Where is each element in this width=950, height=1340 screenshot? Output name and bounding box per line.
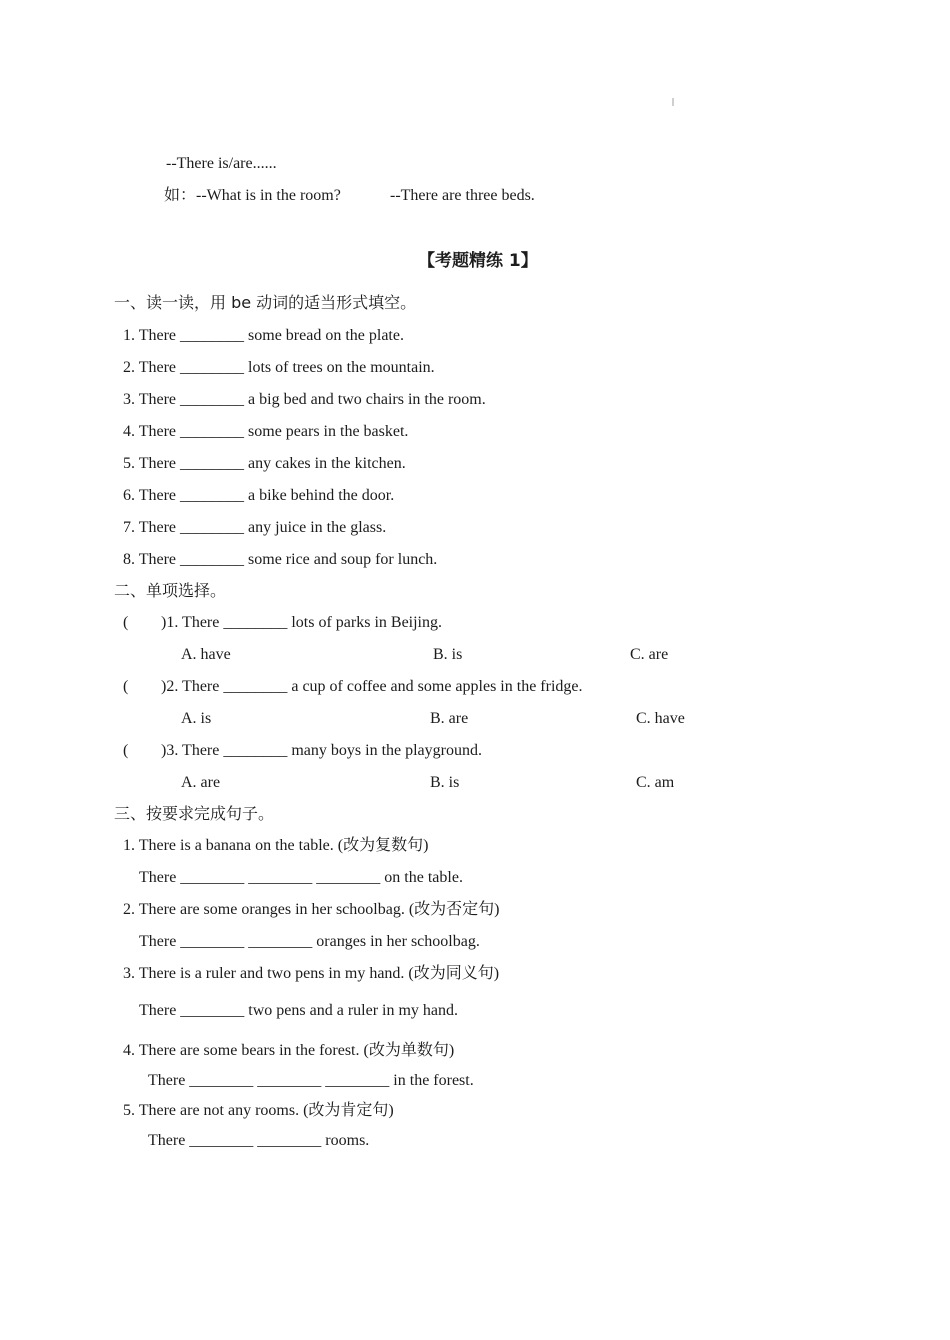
part1-item: 2. There ________ lots of trees on the mountain. bbox=[123, 359, 435, 376]
part3-question: 4. There are some bears in the forest. (改为单数句) bbox=[123, 1042, 455, 1059]
part3-question: 5. There are not any rooms. (改为肯定句) bbox=[123, 1102, 394, 1119]
part3-answer: There ________ ________ oranges in her schoolbag. bbox=[139, 933, 480, 950]
part3-question: 3. There is a ruler and two pens in my hand. (改为同义句) bbox=[123, 965, 500, 982]
option-c: C. am bbox=[636, 774, 675, 791]
part1-item: 1. There ________ some bread on the plate. bbox=[123, 327, 404, 344]
option-b: B. are bbox=[430, 710, 469, 727]
part1-item: 8. There ________ some rice and soup for lunch. bbox=[123, 551, 438, 568]
option-a: A. is bbox=[181, 710, 212, 727]
question-stem: )3. There ________ many boys in the playground. bbox=[161, 742, 482, 759]
option-b: B. is bbox=[430, 774, 460, 791]
part3-answer: There ________ ________ rooms. bbox=[148, 1132, 370, 1149]
part1-item: 5. There ________ any cakes in the kitchen. bbox=[123, 455, 406, 472]
section-title: 【考题精练 1】 bbox=[418, 251, 538, 271]
part3-heading: 三、按要求完成句子。 bbox=[114, 804, 275, 823]
part3-question: 1. There is a banana on the table. (改为复数句) bbox=[123, 837, 429, 854]
option-a: A. have bbox=[181, 646, 231, 663]
part1-item: 7. There ________ any juice in the glass. bbox=[123, 519, 387, 536]
part1-item: 6. There ________ a bike behind the door. bbox=[123, 487, 395, 504]
option-a: A. are bbox=[181, 774, 221, 791]
part2-heading: 二、单项选择。 bbox=[114, 581, 227, 600]
part3-question: 2. There are some oranges in her schoolbag. (改为否定句) bbox=[123, 901, 500, 918]
answer-paren: ( bbox=[123, 678, 129, 695]
answer-paren: ( bbox=[123, 614, 129, 631]
option-c: C. have bbox=[636, 710, 685, 727]
intro-example-answer: --There are three beds. bbox=[390, 187, 535, 204]
answer-paren: ( bbox=[123, 742, 129, 759]
part1-item: 4. There ________ some pears in the basket. bbox=[123, 423, 409, 440]
option-b: B. is bbox=[433, 646, 463, 663]
intro-example-question: 如：--What is in the room? bbox=[164, 187, 341, 204]
intro-pattern: --There is/are...... bbox=[166, 155, 277, 172]
part1-heading: 一、读一读，用 be 动词的适当形式填空。 bbox=[114, 293, 417, 312]
part1-item: 3. There ________ a big bed and two chairs in the room. bbox=[123, 391, 486, 408]
part3-answer: There ________ two pens and a ruler in my hand. bbox=[139, 1002, 459, 1019]
option-c: C. are bbox=[630, 646, 669, 663]
question-stem: )1. There ________ lots of parks in Beijing. bbox=[161, 614, 442, 631]
part3-answer: There ________ ________ ________ on the table. bbox=[139, 869, 463, 886]
part3-answer: There ________ ________ ________ in the forest. bbox=[148, 1072, 474, 1089]
question-stem: )2. There ________ a cup of coffee and some apples in the fridge. bbox=[161, 678, 583, 695]
scan-mark bbox=[672, 98, 674, 106]
